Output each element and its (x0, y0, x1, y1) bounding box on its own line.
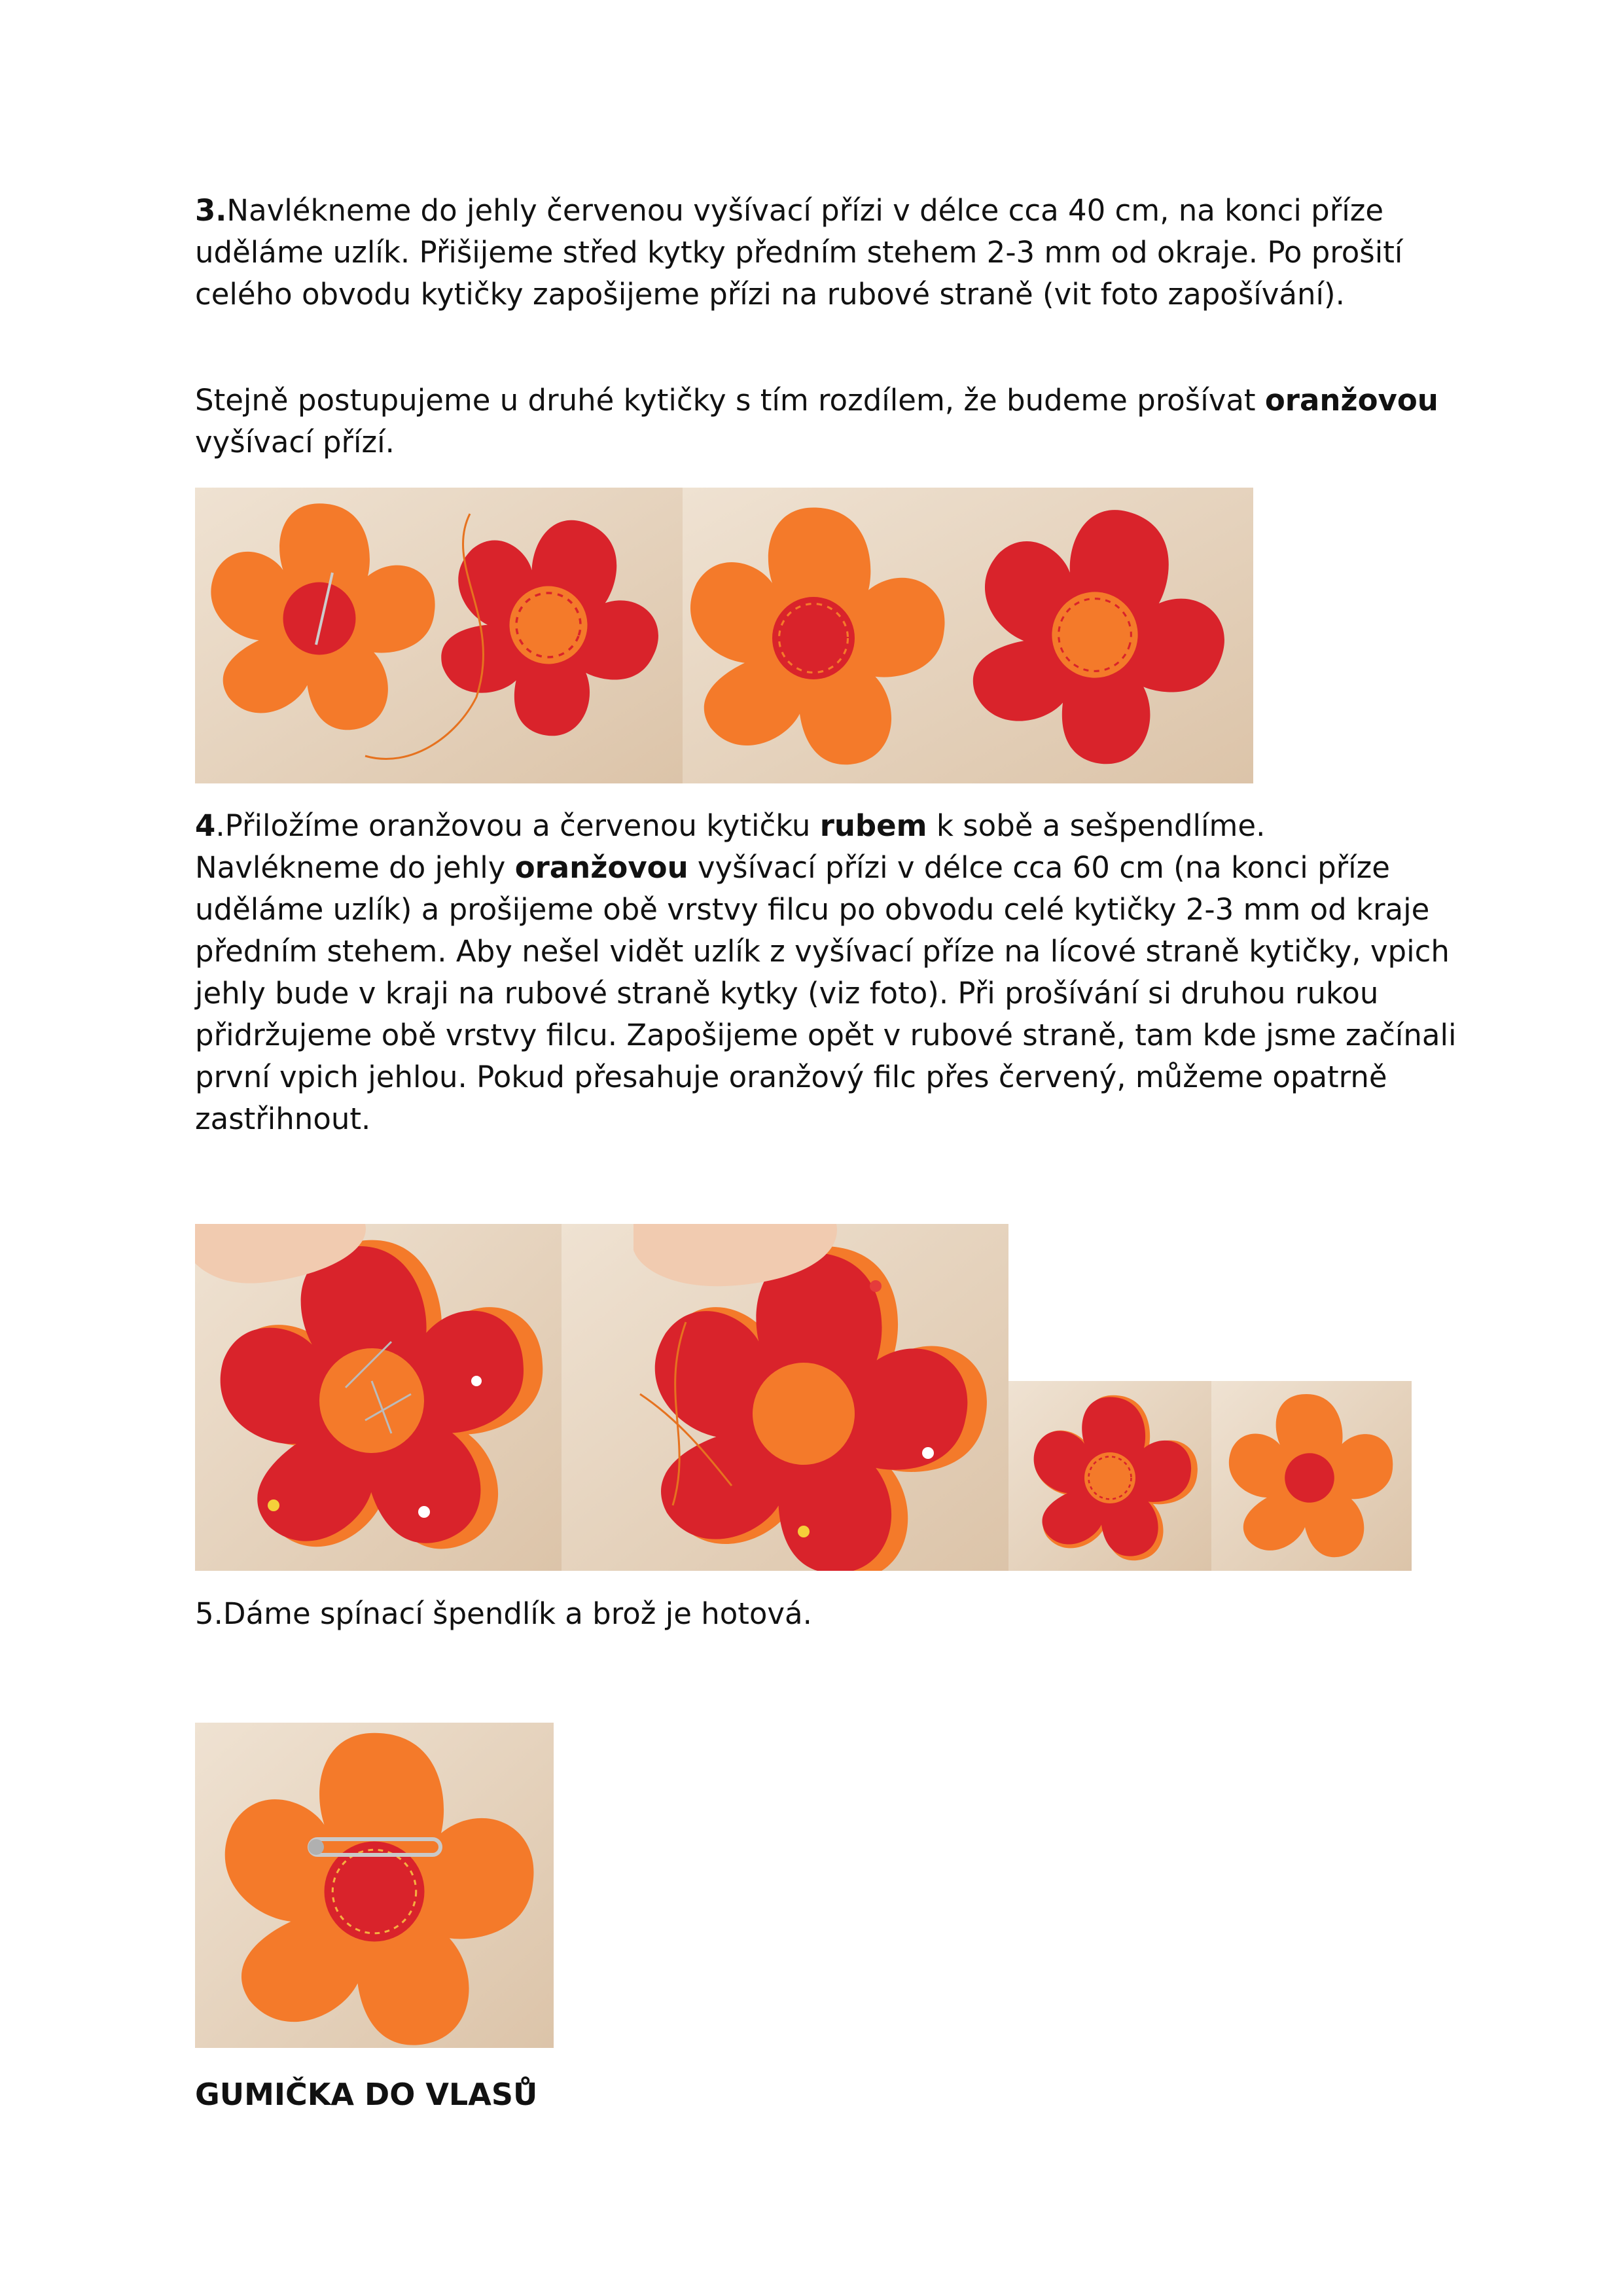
step3b-text-post: vyšívací přízí. (195, 425, 395, 459)
photo-finished-brooch (195, 1723, 554, 2048)
step4-bold-2: oranžovou (514, 850, 688, 885)
photo-pinned-flowers-hand (195, 1224, 562, 1571)
step3b-text-pre: Stejně postupujeme u druhé kytičky s tím rozdílem, že budeme prošívat (195, 383, 1265, 418)
photo-orange-side-stitched (1211, 1381, 1412, 1571)
step3b-bold: oranžovou (1264, 383, 1438, 418)
photo-flowers-finished-centers (683, 488, 1253, 783)
photo-flowers-stitching (195, 488, 683, 783)
step4-bold-1: rubem (819, 808, 927, 843)
step3-text: Navlékneme do jehly červenou vyšívací přízi v délce cca 40 cm, na konci příze uděláme uzlík. Přišijeme střed kytky předním stehem 2-3 mm od okraje. Po prošití celého obvodu kytičky zapošijeme přízi na rubové straně (vit foto zapošívání). (195, 193, 1403, 312)
photo-stitching-edge-hand (562, 1224, 1008, 1571)
step4-text-2: k sobě a sešpendlíme. Navlékneme do jehly (195, 808, 1266, 885)
step3b-paragraph (195, 380, 1458, 463)
step5-text: 5.Dáme spínací špendlík a brož je hotová. (195, 1596, 812, 1631)
photo-red-side-stitched (1008, 1381, 1211, 1571)
step3-number: 3. (195, 193, 227, 228)
step3-paragraph (195, 190, 1458, 315)
step4-paragraph (195, 805, 1458, 1140)
step5-paragraph (195, 1593, 1458, 1635)
step4-number: 4 (195, 808, 216, 843)
step4-text-1: .Přiložíme oranžovou a červenou kytičku (215, 808, 820, 843)
section-heading: GUMIČKA DO VLASŮ (195, 2077, 538, 2112)
step4-text-3: vyšívací přízi v délce cca 60 cm (na konci příze uděláme uzlík) a prošijeme obě vrstvy filcu po obvodu celé kytičky 2-3 mm od kraje předním stehem. Aby nešel vidět uzlík z vyšívací příze na lícové straně kytičky, vpich jehly bude v kraji na rubové straně kytky (viz foto). Při prošívání si druhou rukou přidržujeme obě vrstvy filcu. Zapošijeme opět v rubové straně, tam kde jsme začínali první vpich jehlou. Pokud přesahuje oranžový filc přes červený, můžeme opatrně zastřihnout. (195, 850, 1457, 1136)
